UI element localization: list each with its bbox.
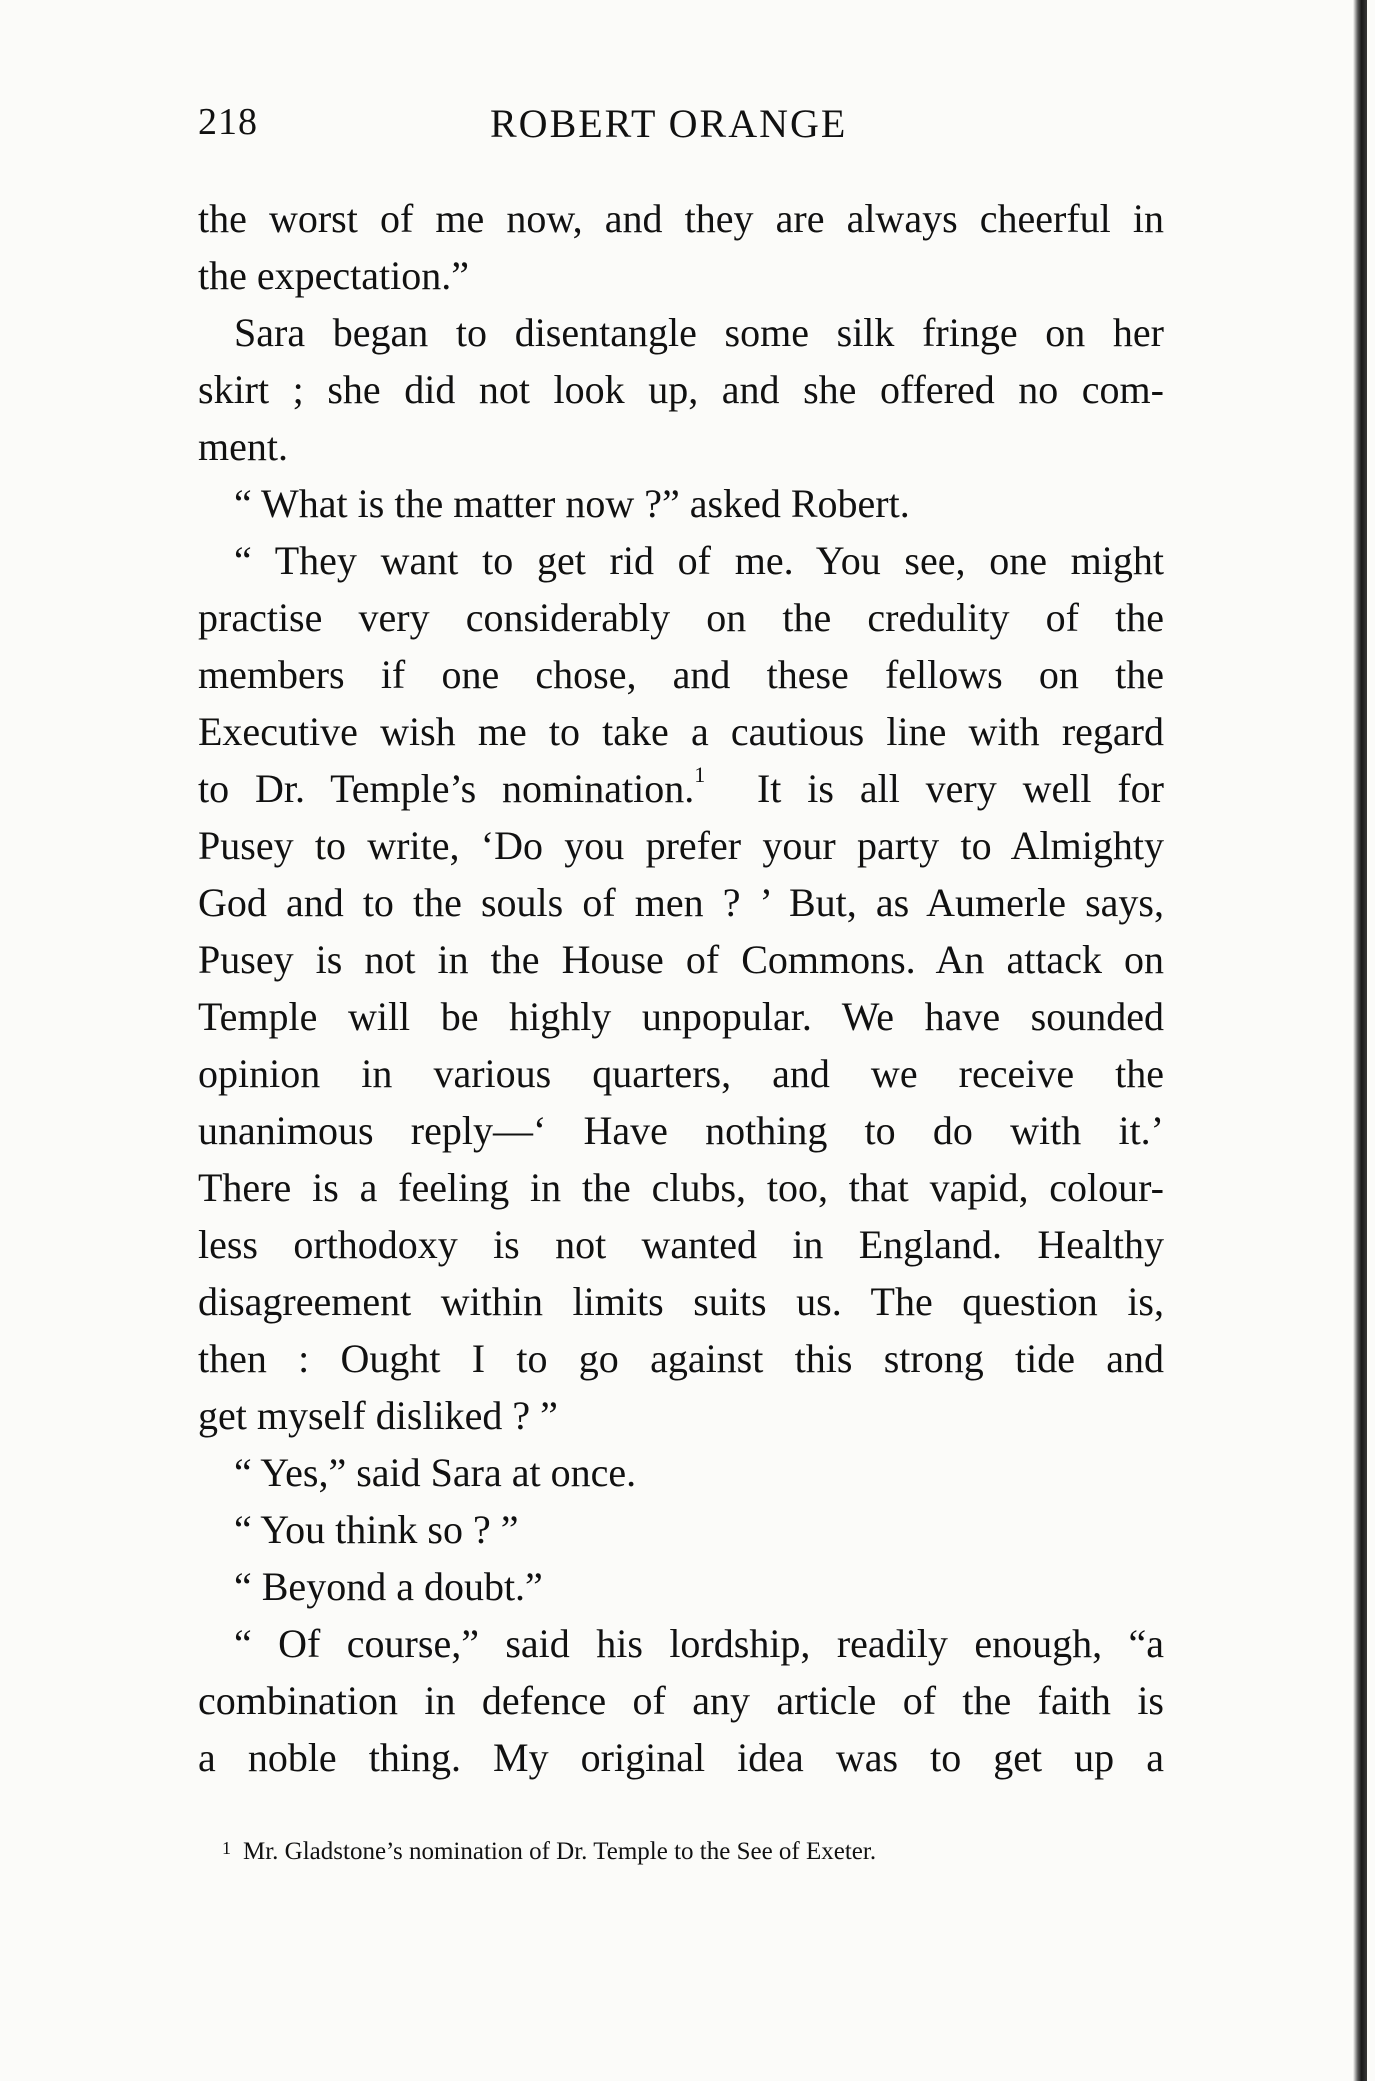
text-line: then : Ought I to go against this strong tide and (198, 1336, 1164, 1381)
text-line: get myself disliked ? ” (198, 1393, 558, 1438)
text-line: “ They want to get rid of me. You see, one might (234, 538, 1164, 583)
text-line: “ What is the matter now ?” asked Robert. (234, 481, 910, 526)
running-head (198, 100, 1168, 148)
text-line (198, 760, 1164, 817)
text-line: a noble thing. My original idea was to get up a (198, 1735, 1164, 1780)
text-fragment: It is all very well for (756, 766, 1164, 811)
text-line: Temple will be highly unpopular. We have sounded (198, 994, 1164, 1039)
running-title: ROBERT ORANGE (490, 101, 848, 146)
page-number: 218 (198, 101, 258, 143)
text-line: Pusey to write, ‘Do you prefer your party to Almighty (198, 823, 1164, 868)
footnote-marker: 1 (694, 762, 706, 787)
text-line: disagreement within limits suits us. The question is, (198, 1279, 1164, 1324)
footnote-text: Mr. Gladstone’s nomination of Dr. Temple to the See of Exeter. (243, 1838, 877, 1865)
text-line: the worst of me now, and they are always cheerful in (198, 196, 1164, 241)
text-line: opinion in various quarters, and we receive the (198, 1051, 1164, 1096)
text-line: “ Of course,” said his lordship, readily enough, “a (234, 1621, 1164, 1666)
page-edge-shadow (1353, 0, 1367, 2081)
text-line: combination in defence of any article of the faith is (198, 1678, 1164, 1723)
text-line: There is a feeling in the clubs, too, that vapid, colour- (198, 1165, 1164, 1210)
body-text (198, 190, 1164, 1786)
text-line: “ Beyond a doubt.” (234, 1564, 543, 1609)
text-line: ment. (198, 424, 288, 469)
text-line: Executive wish me to take a cautious line with regard (198, 709, 1164, 754)
text-line: “ You think so ? ” (234, 1507, 519, 1552)
text-line: Sara began to disentangle some silk fringe on her (234, 310, 1164, 355)
text-fragment: to Dr. Temple’s nomination. (198, 766, 695, 811)
text-line: skirt ; she did not look up, and she offered no com- (198, 367, 1164, 412)
text-line: “ Yes,” said Sara at once. (234, 1450, 637, 1495)
footnote-symbol: 1 (222, 1838, 231, 1858)
footnote (222, 1838, 1172, 1866)
text-line: practise very considerably on the credulity of the (198, 595, 1164, 640)
text-line: the expectation.” (198, 253, 469, 298)
text-line: God and to the souls of men ? ’ But, as Aumerle says, (198, 880, 1164, 925)
text-line: unanimous reply—‘ Have nothing to do with it.’ (198, 1108, 1164, 1153)
text-line: Pusey is not in the House of Commons. An attack on (198, 937, 1164, 982)
text-line: members if one chose, and these fellows on the (198, 652, 1164, 697)
text-line: less orthodoxy is not wanted in England. Healthy (198, 1222, 1164, 1267)
